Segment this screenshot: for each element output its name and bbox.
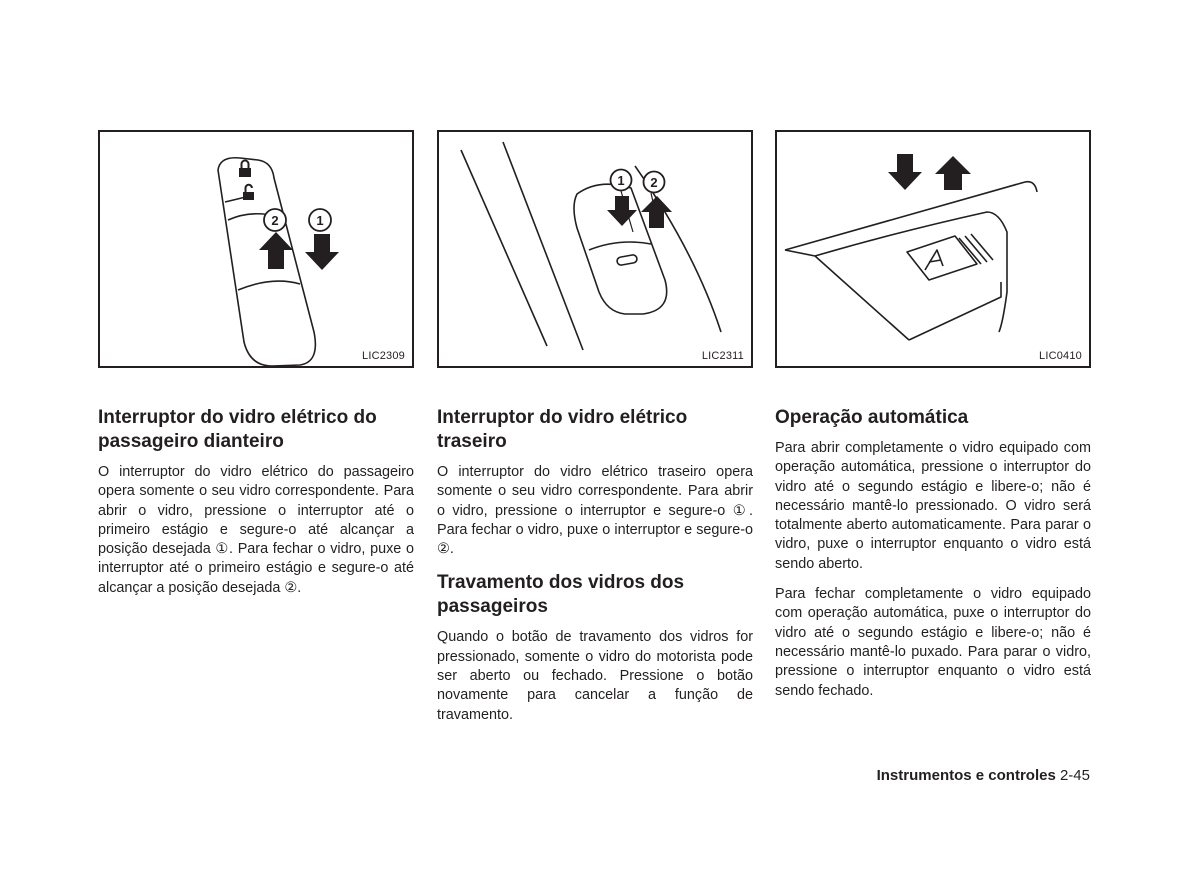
figure-code: LIC0410 <box>1039 350 1082 362</box>
auto-switch-illustration <box>777 132 1089 366</box>
footer-section-title: Instrumentos e controles <box>876 767 1056 784</box>
rear-switch-illustration <box>439 132 751 366</box>
front-passenger-switch-illustration <box>100 132 412 366</box>
callout-1-text: 1 <box>316 213 324 228</box>
body-paragraph: O interruptor do vidro elétrico do passageiro opera somente o seu vidro correspondente. Para abrir o vidro, pressione o interruptor até o primeiro estágio e segure-o até alcançar a posição desejada ①. Para fechar o vidro, puxe o interruptor até o primeiro estágio e segure-o até alcançar a posição desejada ②. <box>98 464 414 596</box>
section-heading: Interruptor do vidro elétrico traseiro <box>437 407 688 452</box>
body-paragraph: Para fechar completamente o vidro equipado com operação automática, puxe o interruptor do vidro até o segundo estágio e libere-o; não é necessário mantê-lo puxado. Para parar o vidro, pressione o interruptor enquanto o vidro está sendo fechado. <box>775 586 1091 699</box>
lock-icon <box>239 161 251 178</box>
section-heading: Interruptor do vidro elétrico do passageiro dianteiro <box>98 407 377 452</box>
unlock-icon <box>243 185 254 200</box>
figure-code: LIC2311 <box>701 350 744 362</box>
column-auto-operation <box>775 406 1091 712</box>
page-number: 2-45 <box>1059 767 1090 784</box>
arrow-down-icon <box>888 154 922 190</box>
body-paragraph: Quando o botão de travamento dos vidros for pressionado, somente o vidro do motorista pode ser aberto ou fechado. Pressione o botão novamente para cancelar a função de travamento. <box>437 629 753 723</box>
body-paragraph: O interruptor do vidro elétrico traseiro opera somente o seu vidro correspondente. Para abrir o vidro, pressione o interruptor e segure-o ①. Para fechar o vidro, puxe o interruptor e segure-o ②. <box>437 464 753 558</box>
callout-2 <box>264 209 286 231</box>
section-heading: Operação automática <box>775 407 969 428</box>
arrow-up-icon <box>259 232 293 269</box>
body-paragraph: Para abrir completamente o vidro equipado com operação automática, pressione o interruptor do vidro até o segundo estágio e libere-o; não é necessário mantê-lo pressionado. O vidro será totalmente aberto automaticamente. Para parar o vidro, puxe o interruptor enquanto o vidro está sendo aberto. <box>775 440 1091 572</box>
callout-2 <box>644 172 665 193</box>
callout-2-text: 2 <box>271 213 279 228</box>
arrow-up-icon <box>641 196 672 228</box>
page-footer <box>877 766 1090 786</box>
arrow-down-icon <box>607 196 637 226</box>
column-front-passenger <box>98 406 414 609</box>
figure-code: LIC2309 <box>362 350 405 362</box>
column-rear-and-lock <box>437 406 753 736</box>
figure-front-passenger-switch <box>98 130 414 368</box>
figure-rear-switch <box>437 130 753 368</box>
callout-1 <box>309 209 331 231</box>
callout-2-text: 2 <box>650 175 658 190</box>
arrow-up-icon <box>935 156 971 190</box>
section-heading: Travamento dos vidros dos passageiros <box>437 572 685 618</box>
callout-1-text: 1 <box>617 173 625 188</box>
auto-switch-mark: A <box>928 260 938 275</box>
arrow-down-icon <box>305 234 339 270</box>
callout-1 <box>611 170 632 191</box>
figure-auto-switch <box>775 130 1091 368</box>
